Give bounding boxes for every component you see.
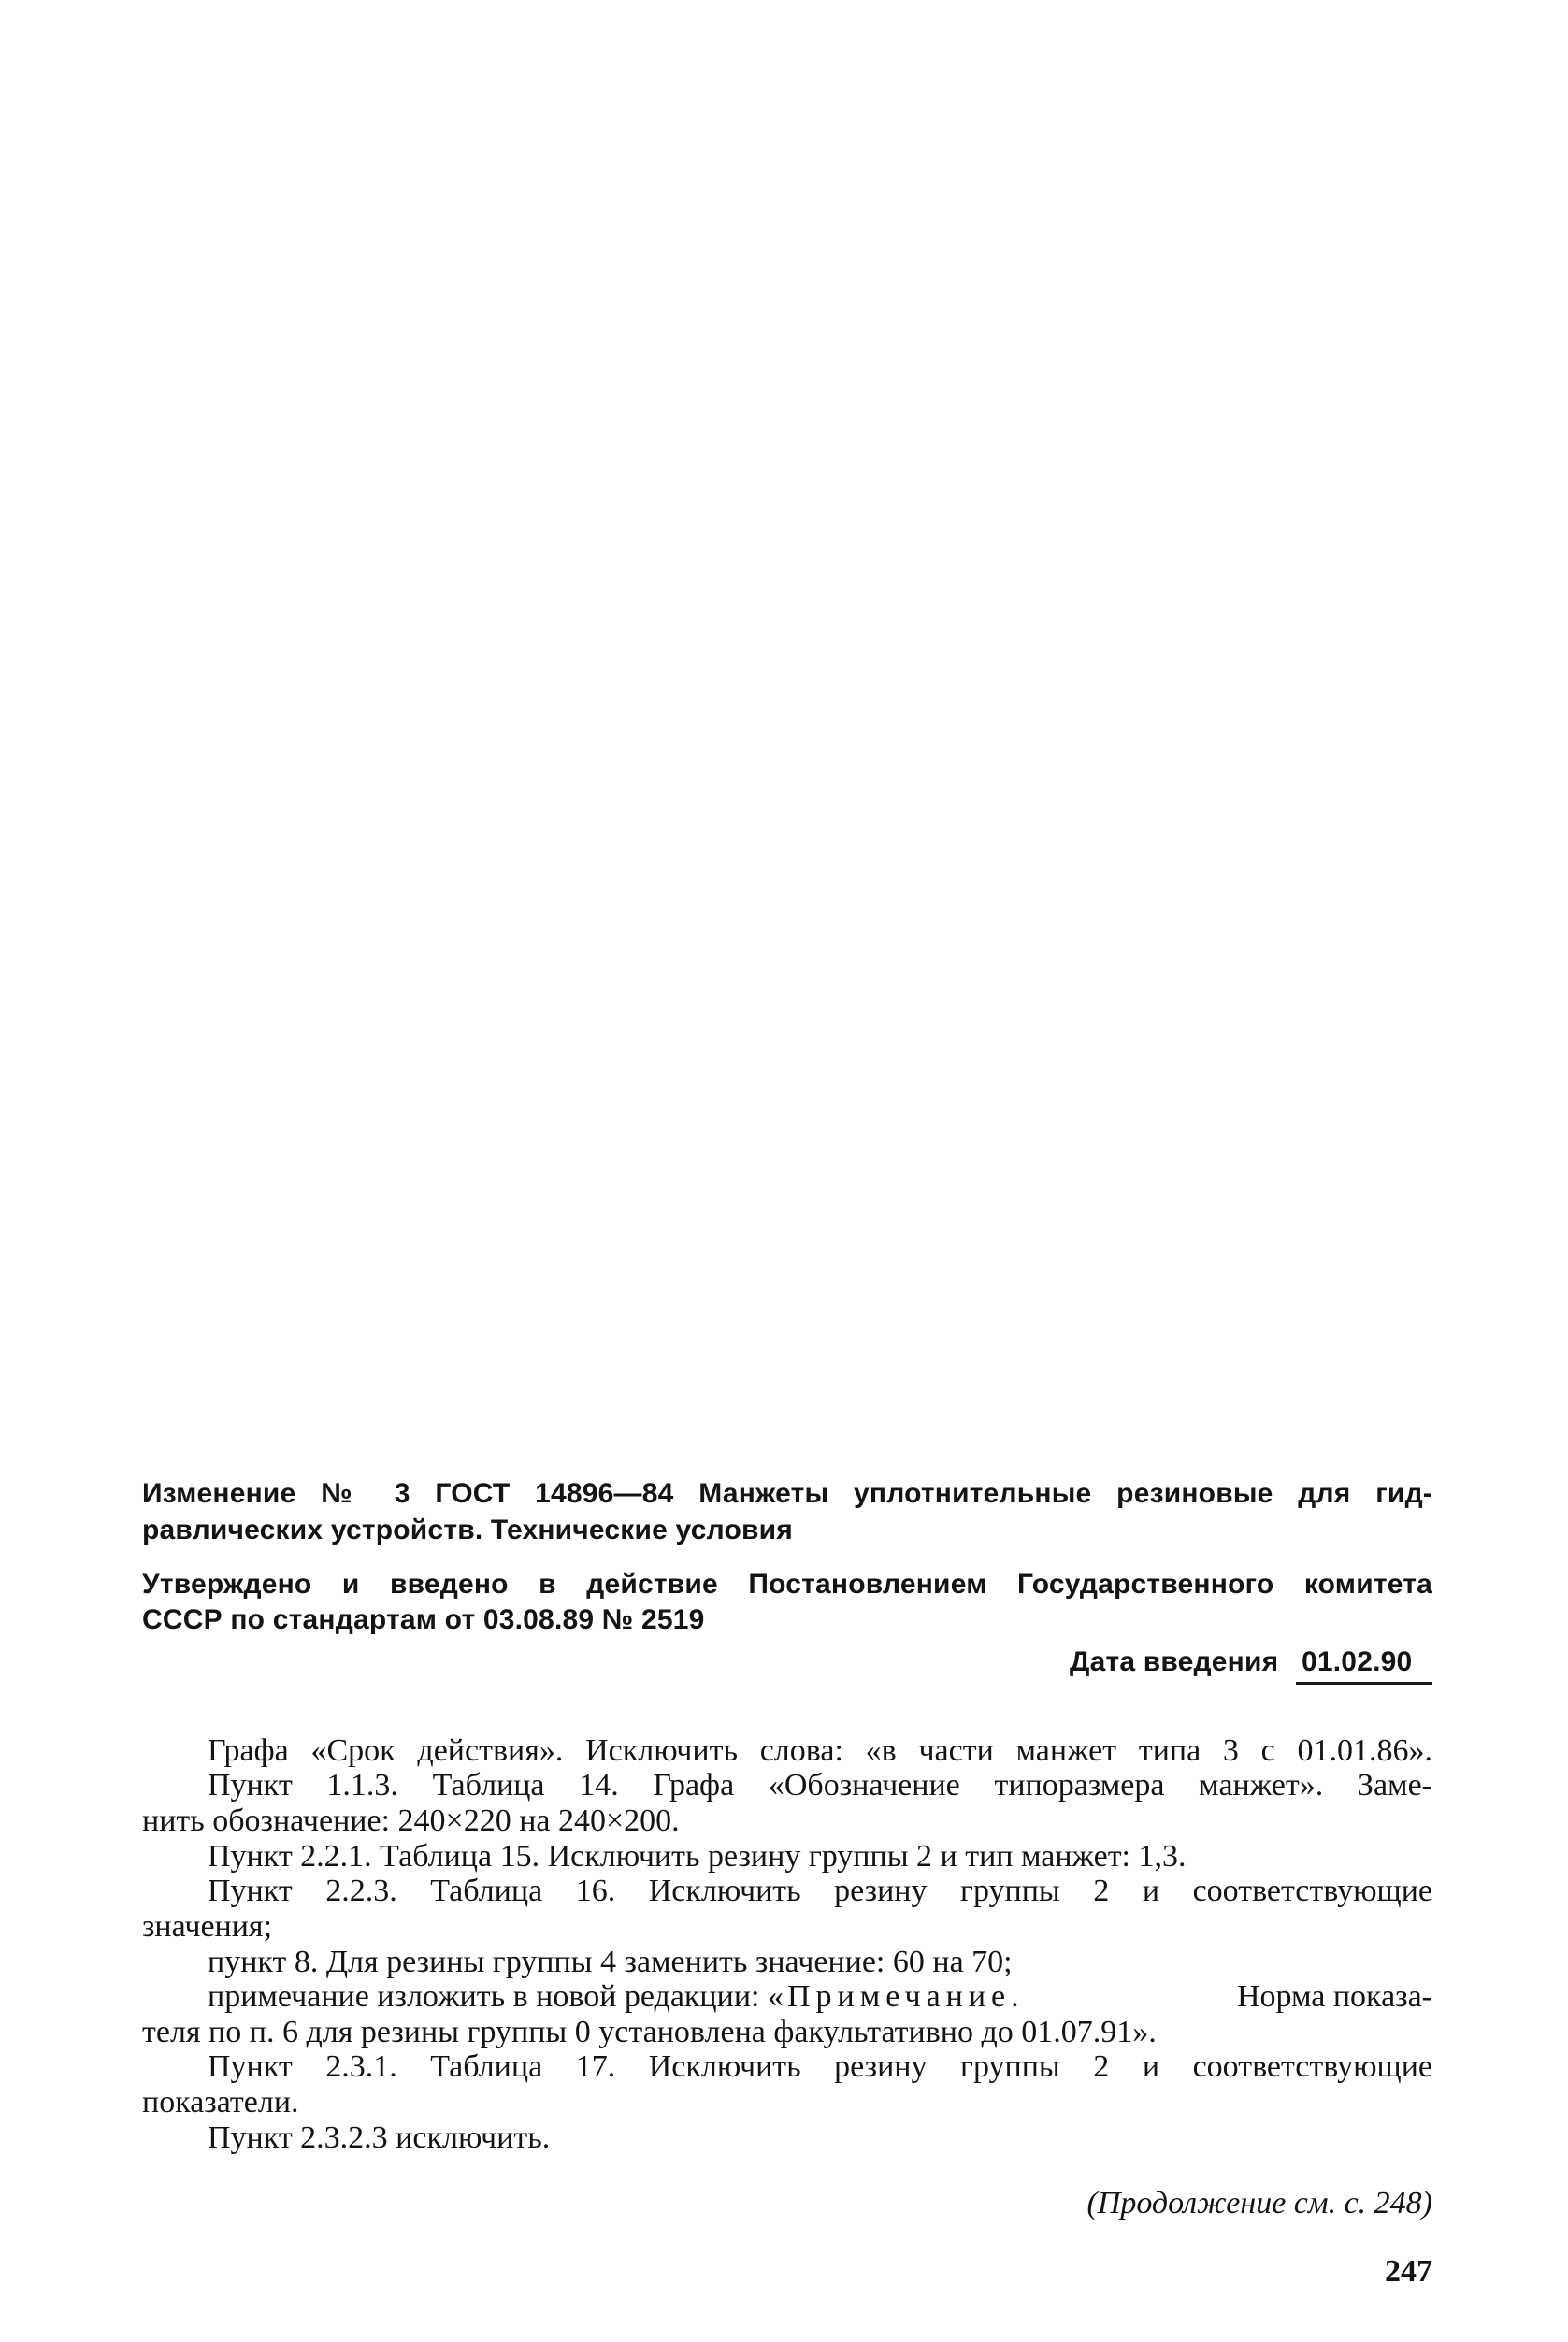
body-line-7: пункт 8. Для резины группы 4 заменить значение: 60 на 70; [208, 1945, 1013, 1979]
effective-date-value: 01.02.90 [1302, 1646, 1413, 1677]
title-line-1: Изменение № 3 ГОСТ 14896—84 Манжеты уплотнительные резиновые для гид- [142, 1478, 1432, 1509]
body-line-8-end: Норма показа- [1236, 1979, 1432, 2014]
approval-line-1: Утверждено и введено в действие Постановлением Государственного комитета [142, 1569, 1432, 1600]
body-line-1: Графа «Срок действия». Исключить слова: «в части манжет типа 3 с 01.01.86». [208, 1733, 1432, 1768]
page-number: 247 [1385, 2254, 1432, 2289]
title-line-2: равлических устройств. Технические условия [142, 1515, 793, 1545]
body-line-8 [208, 1981, 1432, 2013]
body-line-5: Пункт 2.2.3. Таблица 16. Исключить резину группы 2 и соответствующие [208, 1874, 1432, 1908]
body-line-8-start: примечание изложить в новой редакции: « [208, 1979, 784, 2014]
effective-date-label: Дата введения [1070, 1646, 1279, 1677]
body-line-4: Пункт 2.2.1. Таблица 15. Исключить резину группы 2 и тип манжет: 1,3. [208, 1839, 1187, 1874]
body-line-9: теля по п. 6 для резины группы 0 установлена факультативно до 01.07.91». [142, 2015, 1157, 2049]
body-line-11: показатели. [142, 2085, 299, 2119]
note-heading: Примечание. [786, 1979, 1025, 2014]
body-line-10: Пункт 2.3.1. Таблица 17. Исключить резину группы 2 и соответствующие [208, 2049, 1432, 2084]
body-line-2: Пункт 1.1.3. Таблица 14. Графа «Обозначение типоразмера манжет». Заме- [208, 1768, 1432, 1803]
continuation-note: (Продолжение см. с. 248) [1086, 2186, 1432, 2220]
body-line-3: нить обозначение: 240×220 на 240×200. [142, 1803, 680, 1838]
body-line-12: Пункт 2.3.2.3 исключить. [208, 2120, 551, 2155]
approval-line-2: СССР по стандартам от 03.08.89 № 2519 [142, 1604, 705, 1635]
body-line-6: значения; [142, 1909, 273, 1944]
date-underline [1296, 1682, 1432, 1685]
